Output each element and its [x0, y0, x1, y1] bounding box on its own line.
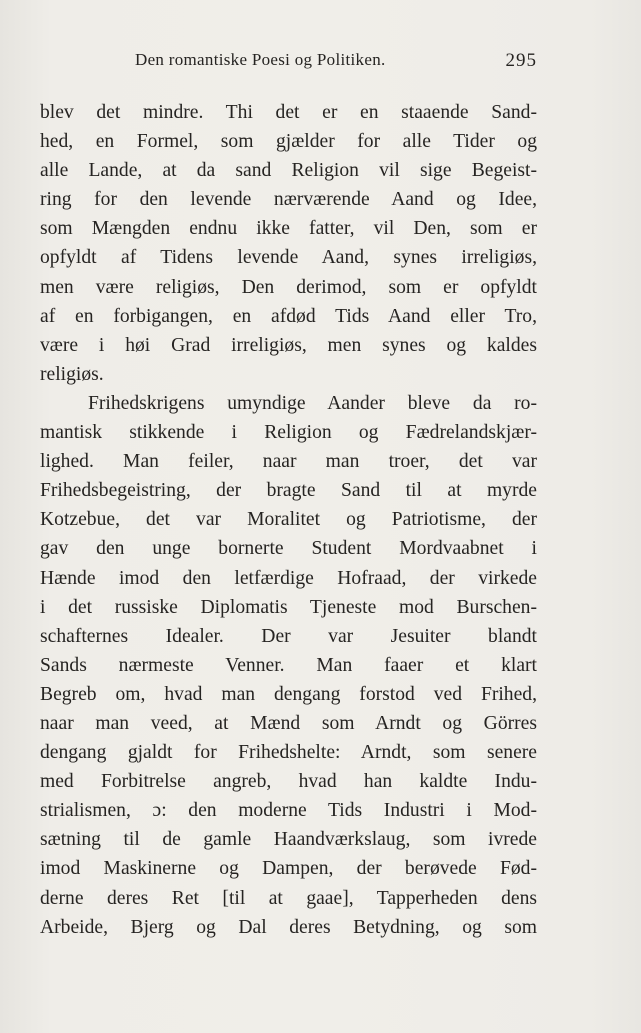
- text-line: gav den unge bornerte Student Mordvaabnet i: [40, 538, 537, 560]
- text-line: mantisk stikkende i Religion og Fædrelandskjær-: [40, 422, 537, 444]
- text-line: dengang gjaldt for Frihedshelte: Arndt, som senere: [40, 742, 537, 764]
- paragraph-2: [40, 389, 537, 942]
- running-head: [40, 50, 537, 74]
- text-line: Arbeide, Bjerg og Dal deres Betydning, og som: [40, 916, 537, 938]
- text-line: Frihedsbegeistring, der bragte Sand til at myrde: [40, 480, 537, 502]
- text-line: Hænde imod den letfærdige Hofraad, der virkede: [40, 567, 537, 589]
- paragraph-1: [40, 98, 537, 389]
- text-line: blev det mindre. Thi det er en staaende Sand-: [40, 102, 537, 123]
- text-line: imod Maskinerne og Dampen, der berøvede Fød-: [40, 858, 537, 880]
- running-title: Den romantiske Poesi og Politiken.: [135, 50, 386, 69]
- text-line: Kotzebue, det var Moralitet og Patriotisme, der: [40, 509, 537, 531]
- text-line: Begreb om, hvad man dengang forstod ved Frihed,: [40, 683, 537, 705]
- text-line: alle Lande, at da sand Religion vil sige Begeist-: [40, 160, 537, 182]
- text-line: i det russiske Diplomatis Tjeneste mod Burschen-: [40, 596, 537, 618]
- text-line: af en forbigangen, en afdød Tids Aand eller Tro,: [40, 305, 537, 327]
- body-text: [40, 98, 537, 942]
- text-line: schafternes Idealer. Der var Jesuiter blandt: [40, 625, 537, 647]
- text-line: naar man veed, at Mænd som Arndt og Görres: [40, 712, 537, 734]
- text-line: som Mængden endnu ikke fatter, vil Den, som er: [40, 218, 537, 240]
- page-number: 295: [505, 50, 537, 71]
- text-line: religiøs.: [40, 363, 104, 385]
- text-line: ring for den levende nærværende Aand og Idee,: [40, 189, 537, 211]
- text-line: lighed. Man feiler, naar man troer, det var: [40, 451, 537, 473]
- text-line: men være religiøs, Den derimod, som er opfyldt: [40, 276, 537, 298]
- text-line: derne deres Ret [til at gaae], Tapperheden dens: [40, 887, 537, 909]
- text-line: Frihedskrigens umyndige Aander bleve da ro-: [88, 392, 537, 414]
- text-line: Sands nærmeste Venner. Man faaer et klart: [40, 654, 537, 676]
- text-line: være i høi Grad irreligiøs, men synes og kaldes: [40, 334, 537, 356]
- text-line: sætning til de gamle Haandværkslaug, som ivrede: [40, 829, 537, 851]
- text-line: hed, en Formel, som gjælder for alle Tider og: [40, 131, 537, 153]
- text-line: med Forbitrelse angreb, hvad han kaldte Indu-: [40, 771, 537, 793]
- text-line: strialismen, ɔ: den moderne Tids Industri i Mod-: [40, 800, 537, 822]
- text-line: opfyldt af Tidens levende Aand, synes irreligiøs,: [40, 247, 537, 269]
